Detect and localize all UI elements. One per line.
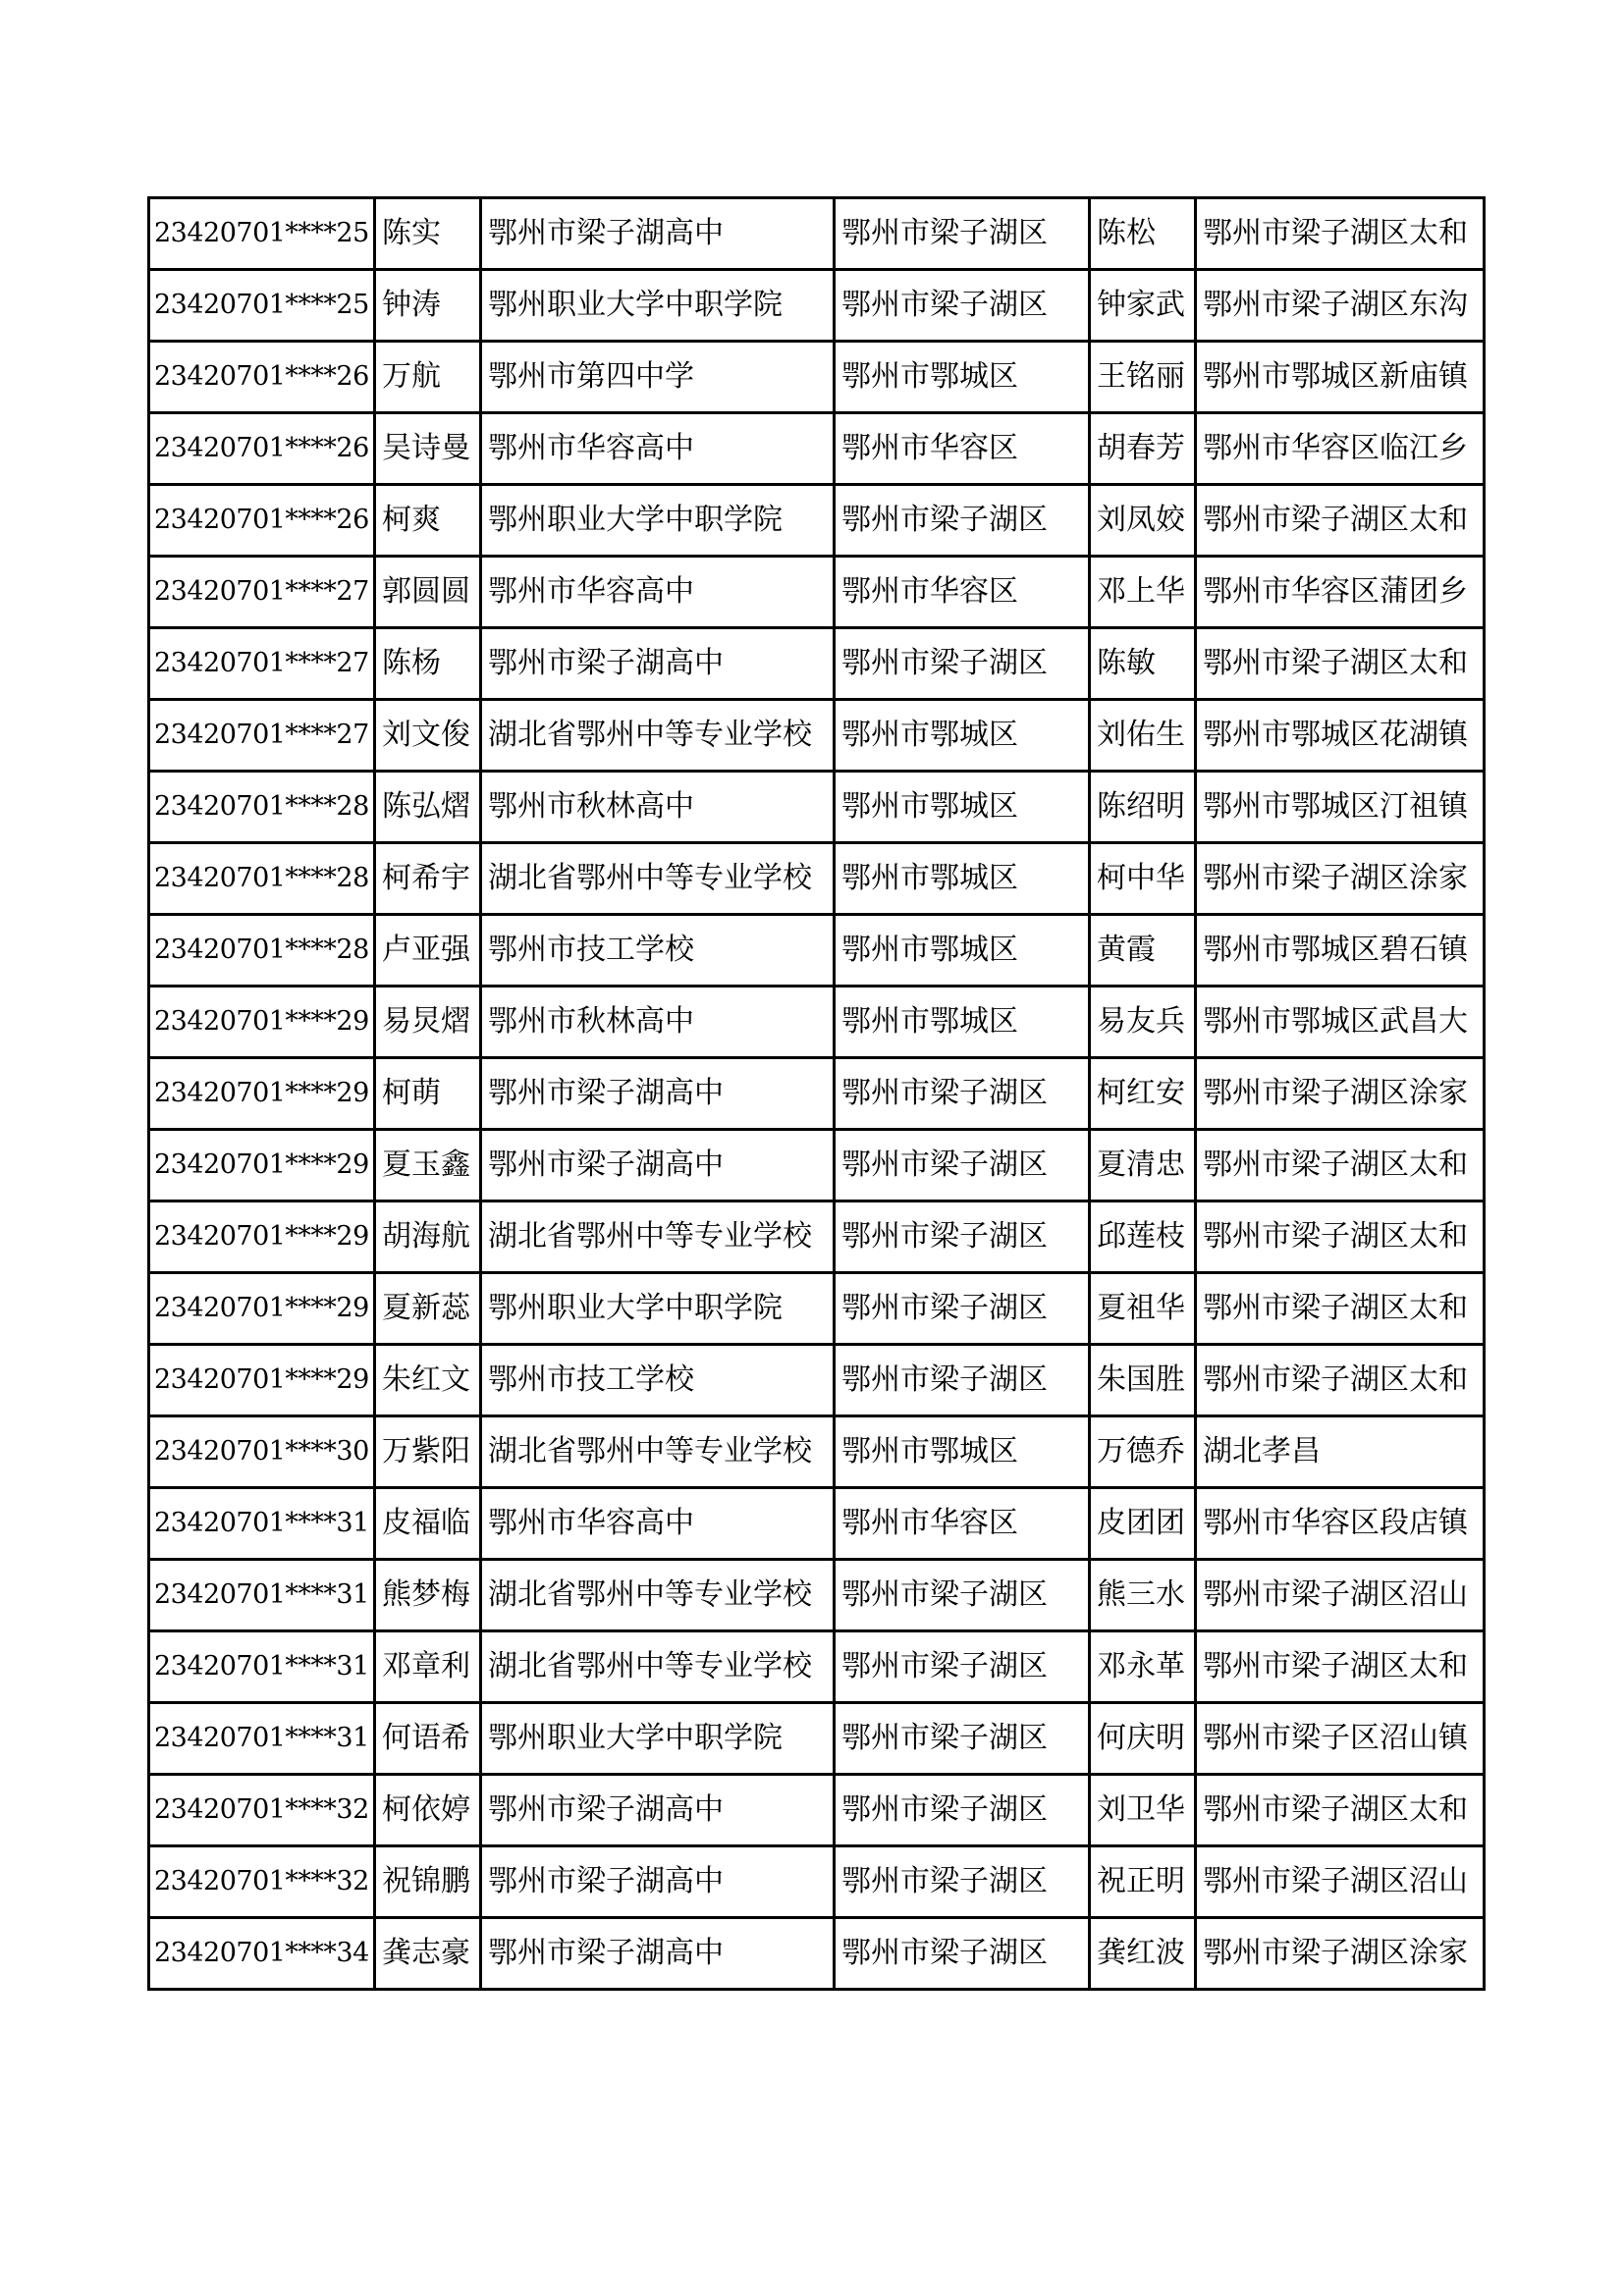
region-cell: 鄂州市梁子湖区 — [835, 198, 1090, 270]
candidate-id-cell: 23420701****26 — [149, 342, 375, 413]
guardian-name-cell: 陈绍明 — [1090, 772, 1196, 843]
guardian-name-cell: 何庆明 — [1090, 1703, 1196, 1775]
table-row — [149, 557, 1485, 628]
candidate-id-cell: 23420701****29 — [149, 987, 375, 1058]
candidate-id-cell: 23420701****30 — [149, 1416, 375, 1488]
guardian-name-cell: 钟家武 — [1090, 270, 1196, 342]
student-name-cell: 钟涛 — [375, 270, 481, 342]
candidate-id-cell: 23420701****29 — [149, 1130, 375, 1201]
school-cell: 鄂州市梁子湖高中 — [481, 1130, 835, 1201]
school-cell: 鄂州市梁子湖高中 — [481, 1846, 835, 1918]
guardian-name-cell: 柯红安 — [1090, 1058, 1196, 1130]
candidate-id-cell: 23420701****26 — [149, 413, 375, 485]
region-cell: 鄂州市梁子湖区 — [835, 1130, 1090, 1201]
table-row — [149, 1416, 1485, 1488]
roster-table — [147, 196, 1486, 1991]
guardian-name-cell: 邓上华 — [1090, 557, 1196, 628]
school-cell: 湖北省鄂州中等专业学校 — [481, 843, 835, 915]
candidate-id-cell: 23420701****25 — [149, 198, 375, 270]
school-cell: 鄂州市华容高中 — [481, 557, 835, 628]
school-cell: 鄂州市第四中学 — [481, 342, 835, 413]
candidate-id-cell: 23420701****31 — [149, 1560, 375, 1631]
candidate-id-cell: 23420701****28 — [149, 772, 375, 843]
student-name-cell: 吴诗曼 — [375, 413, 481, 485]
student-name-cell: 夏新蕊 — [375, 1273, 481, 1345]
guardian-name-cell: 龚红波 — [1090, 1918, 1196, 1990]
candidate-id-cell: 23420701****27 — [149, 700, 375, 772]
school-cell: 湖北省鄂州中等专业学校 — [481, 1201, 835, 1273]
table-row — [149, 1560, 1485, 1631]
candidate-id-cell: 23420701****32 — [149, 1775, 375, 1846]
address-cell: 鄂州市梁子湖区东沟 — [1196, 270, 1485, 342]
region-cell: 鄂州市鄂城区 — [835, 342, 1090, 413]
table-row — [149, 1130, 1485, 1201]
school-cell: 鄂州市华容高中 — [481, 413, 835, 485]
school-cell: 鄂州市技工学校 — [481, 915, 835, 987]
address-cell: 鄂州市梁子湖区太和 — [1196, 1201, 1485, 1273]
guardian-name-cell: 邱莲枝 — [1090, 1201, 1196, 1273]
candidate-id-cell: 23420701****28 — [149, 843, 375, 915]
address-cell: 鄂州市梁子湖区太和 — [1196, 1775, 1485, 1846]
region-cell: 鄂州市梁子湖区 — [835, 485, 1090, 557]
school-cell: 鄂州市梁子湖高中 — [481, 198, 835, 270]
table-row — [149, 413, 1485, 485]
student-name-cell: 卢亚强 — [375, 915, 481, 987]
school-cell: 鄂州市秋林高中 — [481, 987, 835, 1058]
candidate-id-cell: 23420701****31 — [149, 1488, 375, 1560]
guardian-name-cell: 刘佑生 — [1090, 700, 1196, 772]
guardian-name-cell: 刘卫华 — [1090, 1775, 1196, 1846]
roster-table-body — [149, 198, 1485, 1990]
region-cell: 鄂州市鄂城区 — [835, 700, 1090, 772]
address-cell: 鄂州市梁子湖区涂家 — [1196, 1058, 1485, 1130]
document-page — [147, 196, 1483, 1991]
table-row — [149, 1273, 1485, 1345]
region-cell: 鄂州市鄂城区 — [835, 1416, 1090, 1488]
region-cell: 鄂州市梁子湖区 — [835, 1775, 1090, 1846]
table-row — [149, 1488, 1485, 1560]
guardian-name-cell: 万德乔 — [1090, 1416, 1196, 1488]
candidate-id-cell: 23420701****27 — [149, 628, 375, 700]
region-cell: 鄂州市华容区 — [835, 1488, 1090, 1560]
table-row — [149, 1631, 1485, 1703]
region-cell: 鄂州市鄂城区 — [835, 987, 1090, 1058]
student-name-cell: 柯依婷 — [375, 1775, 481, 1846]
student-name-cell: 刘文俊 — [375, 700, 481, 772]
table-row — [149, 987, 1485, 1058]
school-cell: 鄂州市梁子湖高中 — [481, 1918, 835, 1990]
candidate-id-cell: 23420701****26 — [149, 485, 375, 557]
region-cell: 鄂州市华容区 — [835, 413, 1090, 485]
guardian-name-cell: 陈松 — [1090, 198, 1196, 270]
region-cell: 鄂州市梁子湖区 — [835, 1345, 1090, 1416]
candidate-id-cell: 23420701****31 — [149, 1631, 375, 1703]
guardian-name-cell: 祝正明 — [1090, 1846, 1196, 1918]
school-cell: 鄂州职业大学中职学院 — [481, 1273, 835, 1345]
address-cell: 鄂州市鄂城区汀祖镇 — [1196, 772, 1485, 843]
region-cell: 鄂州市梁子湖区 — [835, 1846, 1090, 1918]
school-cell: 湖北省鄂州中等专业学校 — [481, 1560, 835, 1631]
region-cell: 鄂州市梁子湖区 — [835, 1058, 1090, 1130]
candidate-id-cell: 23420701****34 — [149, 1918, 375, 1990]
table-row — [149, 485, 1485, 557]
address-cell: 鄂州市华容区段店镇 — [1196, 1488, 1485, 1560]
address-cell: 鄂州市华容区临江乡 — [1196, 413, 1485, 485]
school-cell: 湖北省鄂州中等专业学校 — [481, 1631, 835, 1703]
table-row — [149, 843, 1485, 915]
student-name-cell: 柯爽 — [375, 485, 481, 557]
school-cell: 湖北省鄂州中等专业学校 — [481, 1416, 835, 1488]
school-cell: 鄂州市技工学校 — [481, 1345, 835, 1416]
region-cell: 鄂州市鄂城区 — [835, 843, 1090, 915]
student-name-cell: 郭圆圆 — [375, 557, 481, 628]
table-row — [149, 628, 1485, 700]
guardian-name-cell: 胡春芳 — [1090, 413, 1196, 485]
guardian-name-cell: 陈敏 — [1090, 628, 1196, 700]
table-row — [149, 1703, 1485, 1775]
address-cell: 鄂州市鄂城区新庙镇 — [1196, 342, 1485, 413]
student-name-cell: 万紫阳 — [375, 1416, 481, 1488]
address-cell: 鄂州市梁子湖区涂家 — [1196, 843, 1485, 915]
guardian-name-cell: 熊三水 — [1090, 1560, 1196, 1631]
region-cell: 鄂州市鄂城区 — [835, 772, 1090, 843]
student-name-cell: 柯希宇 — [375, 843, 481, 915]
address-cell: 鄂州市梁子湖区太和 — [1196, 628, 1485, 700]
address-cell: 鄂州市梁子湖区沼山 — [1196, 1560, 1485, 1631]
table-row — [149, 1846, 1485, 1918]
candidate-id-cell: 23420701****28 — [149, 915, 375, 987]
address-cell: 湖北孝昌 — [1196, 1416, 1485, 1488]
table-row — [149, 1201, 1485, 1273]
candidate-id-cell: 23420701****29 — [149, 1201, 375, 1273]
address-cell: 鄂州市梁子湖区涂家 — [1196, 1918, 1485, 1990]
guardian-name-cell: 夏清忠 — [1090, 1130, 1196, 1201]
student-name-cell: 万航 — [375, 342, 481, 413]
candidate-id-cell: 23420701****29 — [149, 1273, 375, 1345]
region-cell: 鄂州市梁子湖区 — [835, 628, 1090, 700]
table-row — [149, 772, 1485, 843]
student-name-cell: 龚志豪 — [375, 1918, 481, 1990]
student-name-cell: 夏玉鑫 — [375, 1130, 481, 1201]
student-name-cell: 朱红文 — [375, 1345, 481, 1416]
table-row — [149, 700, 1485, 772]
table-row — [149, 1775, 1485, 1846]
address-cell: 鄂州市梁子湖区太和 — [1196, 1273, 1485, 1345]
region-cell: 鄂州市梁子湖区 — [835, 270, 1090, 342]
guardian-name-cell: 朱国胜 — [1090, 1345, 1196, 1416]
student-name-cell: 邓章利 — [375, 1631, 481, 1703]
table-row — [149, 270, 1485, 342]
table-row — [149, 198, 1485, 270]
table-row — [149, 342, 1485, 413]
school-cell: 鄂州职业大学中职学院 — [481, 1703, 835, 1775]
address-cell: 鄂州市梁子湖区太和 — [1196, 485, 1485, 557]
guardian-name-cell: 皮团团 — [1090, 1488, 1196, 1560]
region-cell: 鄂州市鄂城区 — [835, 915, 1090, 987]
address-cell: 鄂州市梁子湖区太和 — [1196, 1130, 1485, 1201]
table-row — [149, 1058, 1485, 1130]
guardian-name-cell: 刘凤姣 — [1090, 485, 1196, 557]
student-name-cell: 柯萌 — [375, 1058, 481, 1130]
address-cell: 鄂州市梁子湖区太和 — [1196, 1345, 1485, 1416]
address-cell: 鄂州市梁子湖区太和 — [1196, 1631, 1485, 1703]
candidate-id-cell: 23420701****29 — [149, 1058, 375, 1130]
address-cell: 鄂州市鄂城区花湖镇 — [1196, 700, 1485, 772]
student-name-cell: 胡海航 — [375, 1201, 481, 1273]
region-cell: 鄂州市梁子湖区 — [835, 1703, 1090, 1775]
guardian-name-cell: 夏祖华 — [1090, 1273, 1196, 1345]
student-name-cell: 易炅熠 — [375, 987, 481, 1058]
address-cell: 鄂州市鄂城区武昌大 — [1196, 987, 1485, 1058]
student-name-cell: 陈弘熠 — [375, 772, 481, 843]
student-name-cell: 陈实 — [375, 198, 481, 270]
address-cell: 鄂州市鄂城区碧石镇 — [1196, 915, 1485, 987]
student-name-cell: 皮福临 — [375, 1488, 481, 1560]
school-cell: 鄂州市梁子湖高中 — [481, 1775, 835, 1846]
address-cell: 鄂州市梁子湖区沼山 — [1196, 1846, 1485, 1918]
student-name-cell: 陈杨 — [375, 628, 481, 700]
region-cell: 鄂州市梁子湖区 — [835, 1201, 1090, 1273]
guardian-name-cell: 邓永革 — [1090, 1631, 1196, 1703]
school-cell: 鄂州职业大学中职学院 — [481, 270, 835, 342]
candidate-id-cell: 23420701****31 — [149, 1703, 375, 1775]
guardian-name-cell: 易友兵 — [1090, 987, 1196, 1058]
candidate-id-cell: 23420701****32 — [149, 1846, 375, 1918]
address-cell: 鄂州市华容区蒲团乡 — [1196, 557, 1485, 628]
region-cell: 鄂州市梁子湖区 — [835, 1273, 1090, 1345]
region-cell: 鄂州市梁子湖区 — [835, 1631, 1090, 1703]
school-cell: 鄂州市梁子湖高中 — [481, 1058, 835, 1130]
candidate-id-cell: 23420701****29 — [149, 1345, 375, 1416]
region-cell: 鄂州市梁子湖区 — [835, 1560, 1090, 1631]
region-cell: 鄂州市梁子湖区 — [835, 1918, 1090, 1990]
school-cell: 鄂州职业大学中职学院 — [481, 485, 835, 557]
student-name-cell: 熊梦梅 — [375, 1560, 481, 1631]
region-cell: 鄂州市华容区 — [835, 557, 1090, 628]
address-cell: 鄂州市梁子区沼山镇 — [1196, 1703, 1485, 1775]
guardian-name-cell: 黄霞 — [1090, 915, 1196, 987]
student-name-cell: 何语希 — [375, 1703, 481, 1775]
school-cell: 鄂州市梁子湖高中 — [481, 628, 835, 700]
table-row — [149, 915, 1485, 987]
school-cell: 鄂州市华容高中 — [481, 1488, 835, 1560]
school-cell: 湖北省鄂州中等专业学校 — [481, 700, 835, 772]
table-row — [149, 1345, 1485, 1416]
guardian-name-cell: 王铭丽 — [1090, 342, 1196, 413]
candidate-id-cell: 23420701****25 — [149, 270, 375, 342]
table-row — [149, 1918, 1485, 1990]
student-name-cell: 祝锦鹏 — [375, 1846, 481, 1918]
guardian-name-cell: 柯中华 — [1090, 843, 1196, 915]
address-cell: 鄂州市梁子湖区太和 — [1196, 198, 1485, 270]
school-cell: 鄂州市秋林高中 — [481, 772, 835, 843]
candidate-id-cell: 23420701****27 — [149, 557, 375, 628]
